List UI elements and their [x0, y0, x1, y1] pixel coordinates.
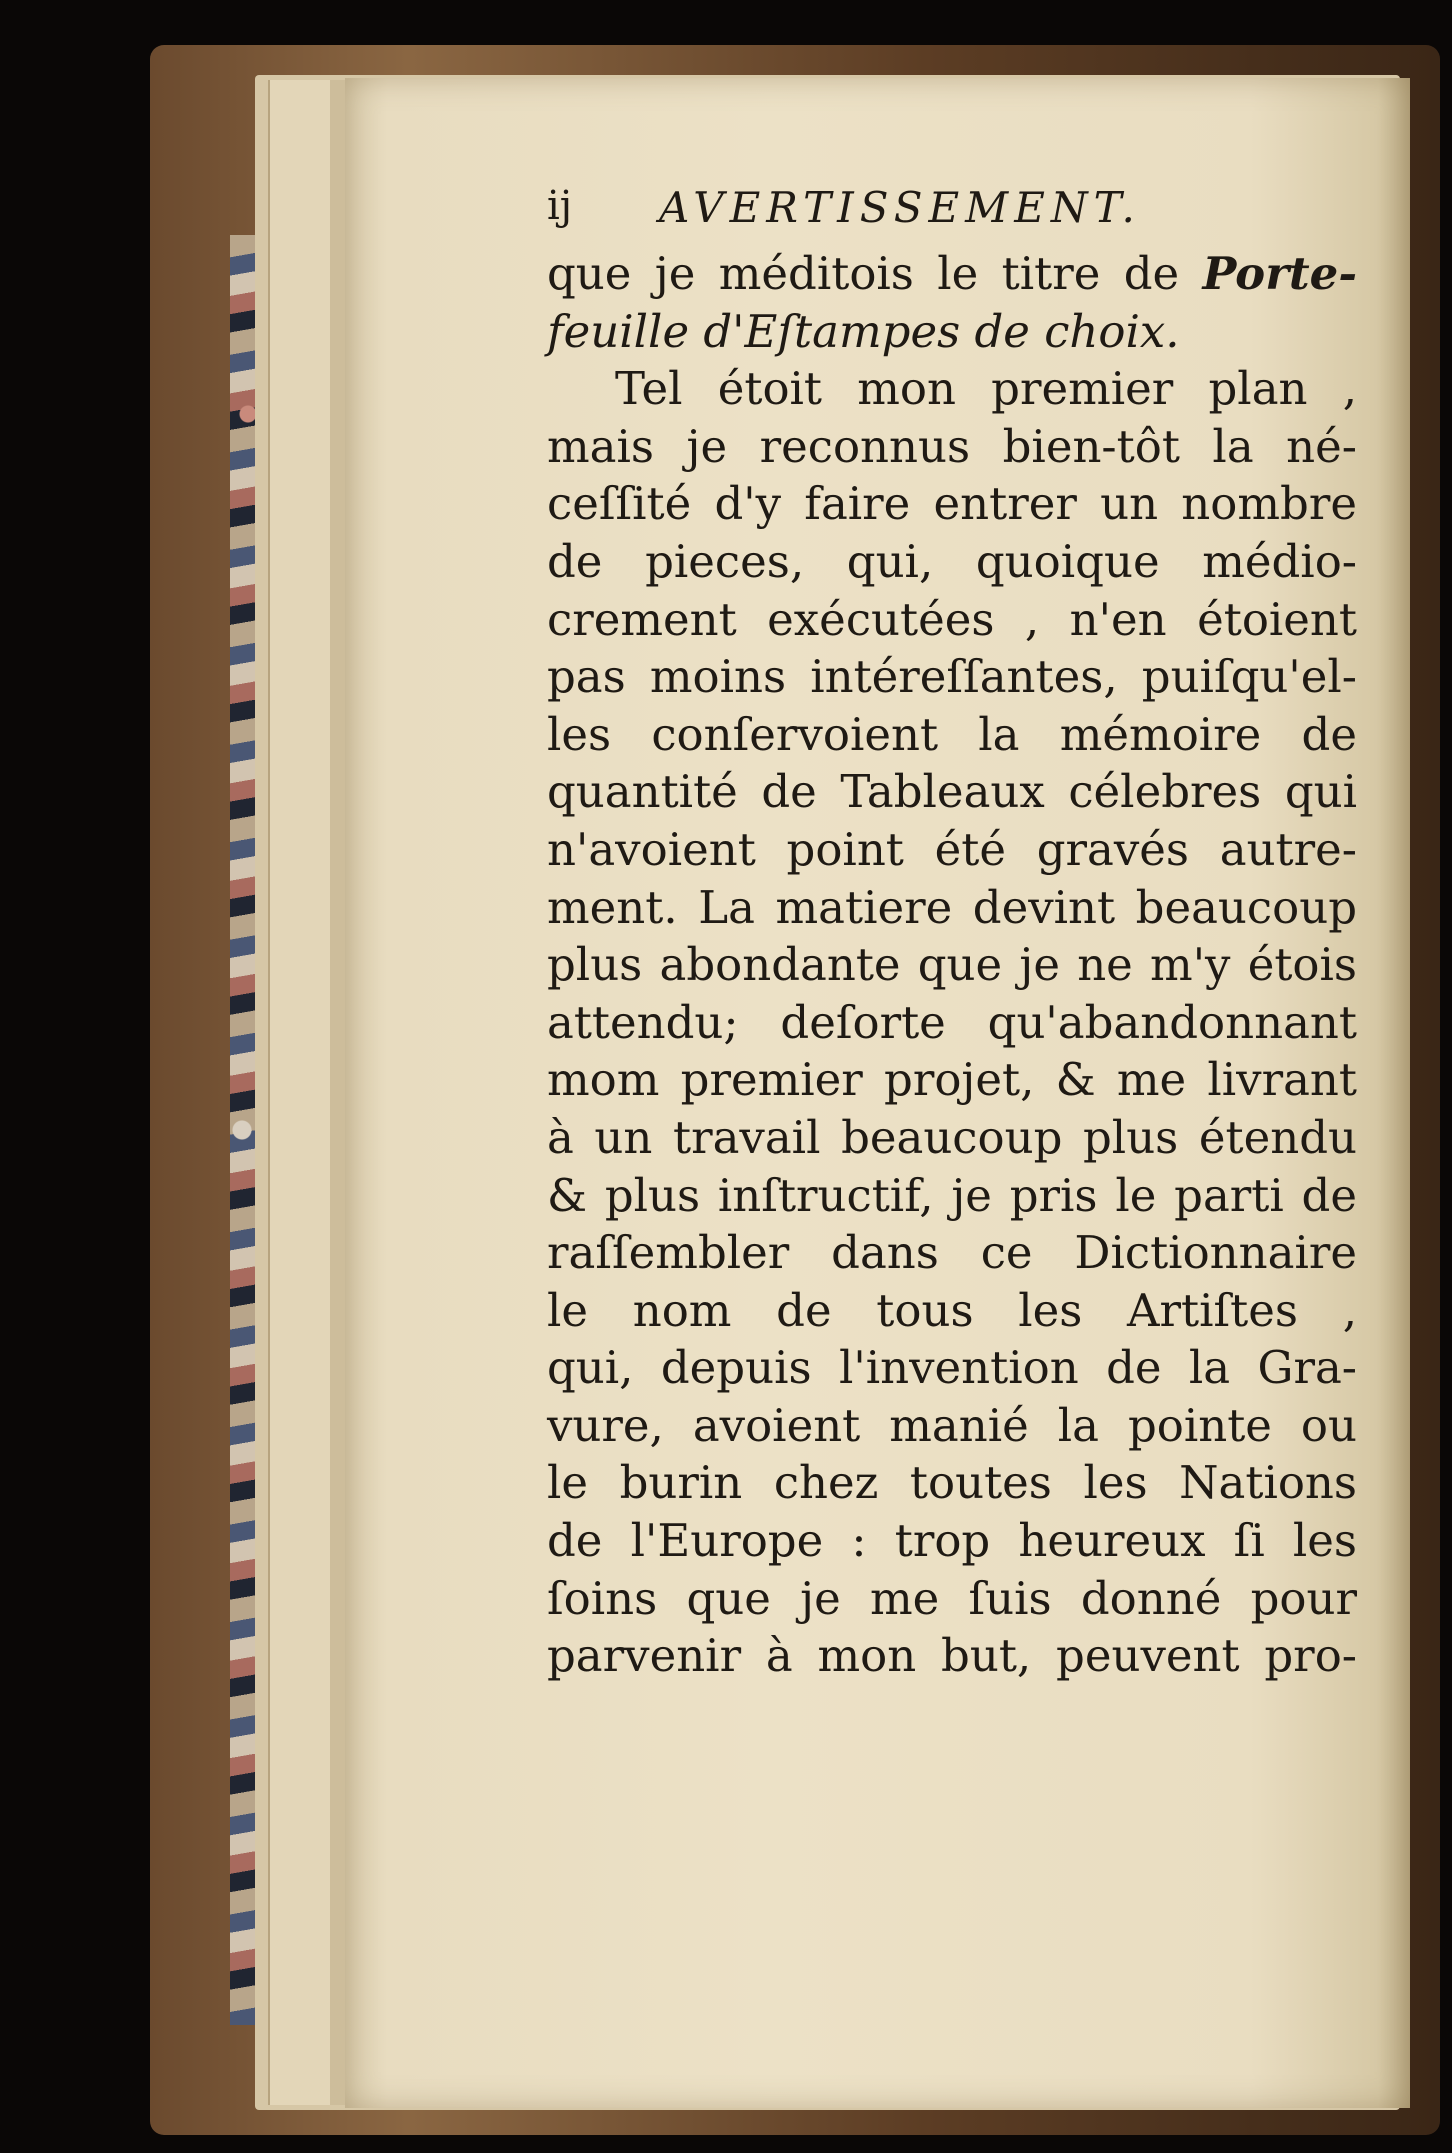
text-line: plus abondante que je ne m'y étois [547, 938, 1357, 992]
text-line: ment. La matiere devint beaucoup [547, 880, 1357, 934]
italic-title-fragment: Porte- [1202, 247, 1357, 300]
text-line: à un travail beaucoup plus étendu [547, 1110, 1357, 1164]
text-line: attendu; deſorte qu'abandonnant [547, 995, 1357, 1049]
text-line: ſoins que je me ſuis donné pour [547, 1571, 1357, 1625]
text-line: ceſſité d'y faire entrer un nombre [547, 477, 1357, 531]
text-line: de pieces, qui, quoique médio- [547, 534, 1357, 588]
running-head [547, 175, 1357, 245]
text-line-italic: feuille d'Eſtampes de choix. [547, 304, 1180, 358]
text-line: crement exécutées , n'en étoient [547, 592, 1357, 646]
text-line: vure, avoient manié la pointe ou [547, 1398, 1357, 1452]
text-line: mom premier projet, & me livrant [547, 1053, 1357, 1107]
text-line: le burin chez toutes les Nations [547, 1456, 1357, 1510]
text-line: & plus inſtructif, je pris le parti de [547, 1168, 1357, 1222]
text-line: Tel étoit mon premier plan , [615, 362, 1357, 416]
text-line: n'avoient point été gravés autre- [547, 822, 1357, 876]
text-line: mais je reconnus bien-tôt la né- [547, 419, 1357, 473]
text-line: parvenir à mon but, peuvent pro- [547, 1629, 1357, 1683]
text-line [547, 245, 1357, 303]
text-line: raſſembler dans ce Dictionnaire [547, 1226, 1357, 1280]
text-line: quantité de Tableaux célebres qui [547, 765, 1357, 819]
text-line: le nom de tous les Artiſtes , [547, 1283, 1357, 1337]
text-line: qui, depuis l'invention de la Gra- [547, 1341, 1357, 1395]
text-line: pas moins intéreſſantes, puiſqu'el- [547, 650, 1357, 704]
text-line: de l'Europe : trop heureux ſi les [547, 1514, 1357, 1568]
text-line: les conſervoient la mémoire de [547, 707, 1357, 761]
page-number: ij [547, 183, 573, 229]
page-text [547, 175, 1357, 1685]
text-fragment: que je méditois le titre de [547, 247, 1203, 300]
running-title: AVERTISSEMENT. [659, 183, 1141, 232]
